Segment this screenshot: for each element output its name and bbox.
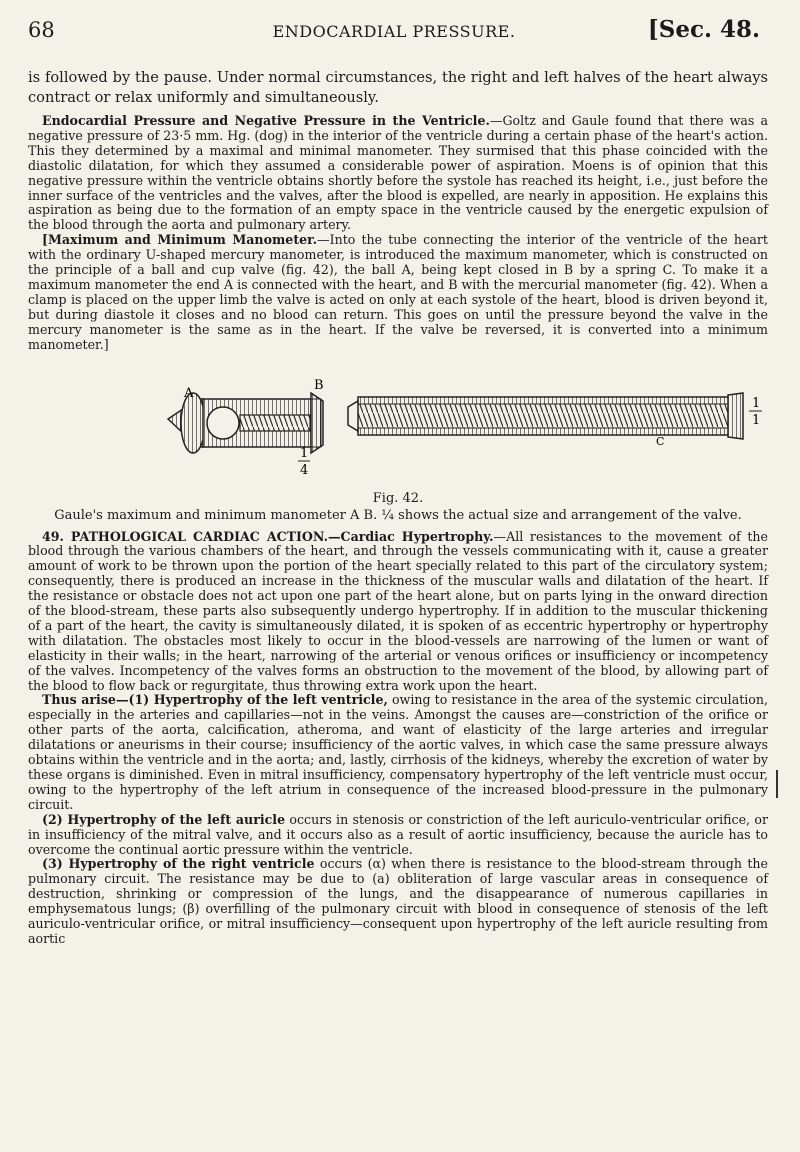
page-body [28,68,768,947]
figure-description: Gaule's maximum and minimum manometer A B. ¼ shows the actual size and arrangement of the valve. [54,507,742,523]
left-ventricle-hypertrophy-paragraph [28,693,768,812]
paragraph-lead: Thus arise—(1) Hypertrophy of the left ventricle, [42,692,388,708]
intro-paragraph: is followed by the pause. Under normal circumstances, the right and left halves of the heart always contract or relax uniformly and simultaneously. [28,69,768,106]
manometer-paragraph-part1 [28,233,768,352]
right-valve-drawing [348,393,743,439]
endocardial-pressure-paragraph [28,114,768,233]
figure-caption: Fig. 42. [372,490,424,506]
left-auricle-hypertrophy-paragraph [28,813,768,858]
label-right-1b: 1 [752,412,761,428]
figure-42 [28,357,768,489]
paragraph-text: owing to resistance in the area of the systemic circulation, especially in the arteries and capillaries—not in the veins. Amongst the causes are—constriction of the orifice or other parts of the aorta, calcification, atheroma, and want of elasticity of the large arteries and irregular dilatations or aneurisms in their course; insufficiency of the aortic valves, in which case the same pressure always obtains within the ventricle and in the aorta; and, lastly, cirrhosis of the kidneys, whereby the excretion of water by these organs is diminished. Even in mitral insufficiency, compensatory hypertrophy of the left ventricle must occur, owing to the hypertrophy of the left atrium in consequence of the increased blood-pressure in the pulmonary circuit. [28,692,768,812]
pathological-cardiac-action-paragraph [28,530,768,694]
label-a: A [184,385,194,401]
paragraph-text: —Into the tube connecting the interior of the ventricle of the heart with the ordinary U-shaped mercury manometer, is introduced the maximum manometer, which is constructed on the principle of a ball and cup valve (fig. 42), the ball A, being kept closed in B by a spring C. To make it a maximum manometer the end A is connected with the heart, and B with the mercurial manometer (fig. 42). When a clamp is placed on the upper limb the valve is acted on only at each systole of the heart, blood is driven beyond it, but during diastole it closes and no blood can return. This goes on until the pressure beyond the valve in the mercury manometer is the same as in the heart. If the valve be reversed, it is converted into a minimum manometer.] [28,232,768,352]
paragraph-lead: (3) Hypertrophy of the right ventricle [42,856,315,872]
right-ventricle-hypertrophy-paragraph [28,857,768,946]
paragraph-heading: Endocardial Pressure and Negative Pressure in the Ventricle. [42,113,490,128]
page-number: 68 [28,18,55,42]
paragraph-heading: [Maximum and Minimum Manometer. [42,232,318,248]
running-head: ENDOCARDIAL PRESSURE. [272,22,516,41]
label-c: C [656,434,665,448]
manometer-illustration [28,357,768,489]
label-scale-denominator: 4 [300,462,309,478]
margin-mark [776,770,778,798]
label-scale-numerator: 1 [300,445,309,461]
paragraph-text: occurs in stenosis or constriction of the left auriculo-ventricular orifice, or in insufficiency of the mitral valve, and it occurs also as a result of aortic insufficiency, because the auricle has to overcome the continual aortic pressure within the ventricle. [28,811,768,857]
paragraph-lead: (2) Hypertrophy of the left auricle [42,811,286,827]
section-subheading: —Cardiac Hypertrophy. [327,528,494,544]
paragraph-text: —Goltz and Gaule found that there was a negative pressure of 23·5 mm. Hg. (dog) in the interior of the ventricle during a certain phase of the heart's action. This they determined by a maximal and minimal manometer. They surmised that this phase coincided with the diastolic dilatation, for which they assumed a considerable power of aspiration. Moens is of opinion that this negative pressure within the ventricle obtains shortly before the systole has reached its height, i.e., just before the inner surface of the ventricles and the valves, after the blood is expelled, are nearly in apposition. He explains this aspiration as being due to the formation of an empty space in the ventricle caused by the energetic expulsion of the blood through the aorta and pulmonary artery. [28,113,768,233]
paragraph-text: —All resistances to the movement of the blood through the various chambers of the heart, and through the vessels communicating with it, cause a greater amount of work to be thrown upon the portion of the heart specially related to this part of the circulatory system; consequently, there is produced an increase in the thickness of the muscular walls and dilatation of the heart. If the resistance or obstacle does not act upon one part of the heart alone, but on parts lying in the onward direction of the blood-stream, these parts also subsequently undergo hypertrophy. If in addition to the muscular thickening of a part of the heart, the cavity is simultaneously dilated, it is spoken of as eccentric hypertrophy or hypertrophy with dilatation. The obstacles most likely to occur in the blood-vessels are narrowing of the lumen or want of elasticity in their walls; in the heart, narrowing of the arterial or venous orifices or insufficiency or incompetency of the valves. Incompetency of the valves forms an obstruction to the movement of the blood, by allowing part of the blood to flow back or regurgitate, thus throwing extra work upon the heart. [28,528,768,693]
section-label: [Sec. 48. [647,16,760,43]
page-header [28,18,760,48]
paragraph-text: occurs (α) when there is resistance to the blood-stream through the pulmonary circuit. The resistance may be due to (a) obliteration of large vascular areas in consequence of destruction, shrinking or compression of the lungs, and the disappearance of numerous capillaries in emphysematous lungs; (β) overfilling of the pulmonary circuit with blood in consequence of stenosis of the left auriculo-ventricular orifice, or mitral insufficiency—consequent upon hypertrophy of the left auricle resulting from aortic [28,856,768,946]
section-heading: 49. PATHOLOGICAL CARDIAC ACTION. [42,528,328,544]
label-right-1a: 1 [752,395,761,411]
left-valve-drawing [168,393,323,453]
label-b: B [314,377,324,393]
